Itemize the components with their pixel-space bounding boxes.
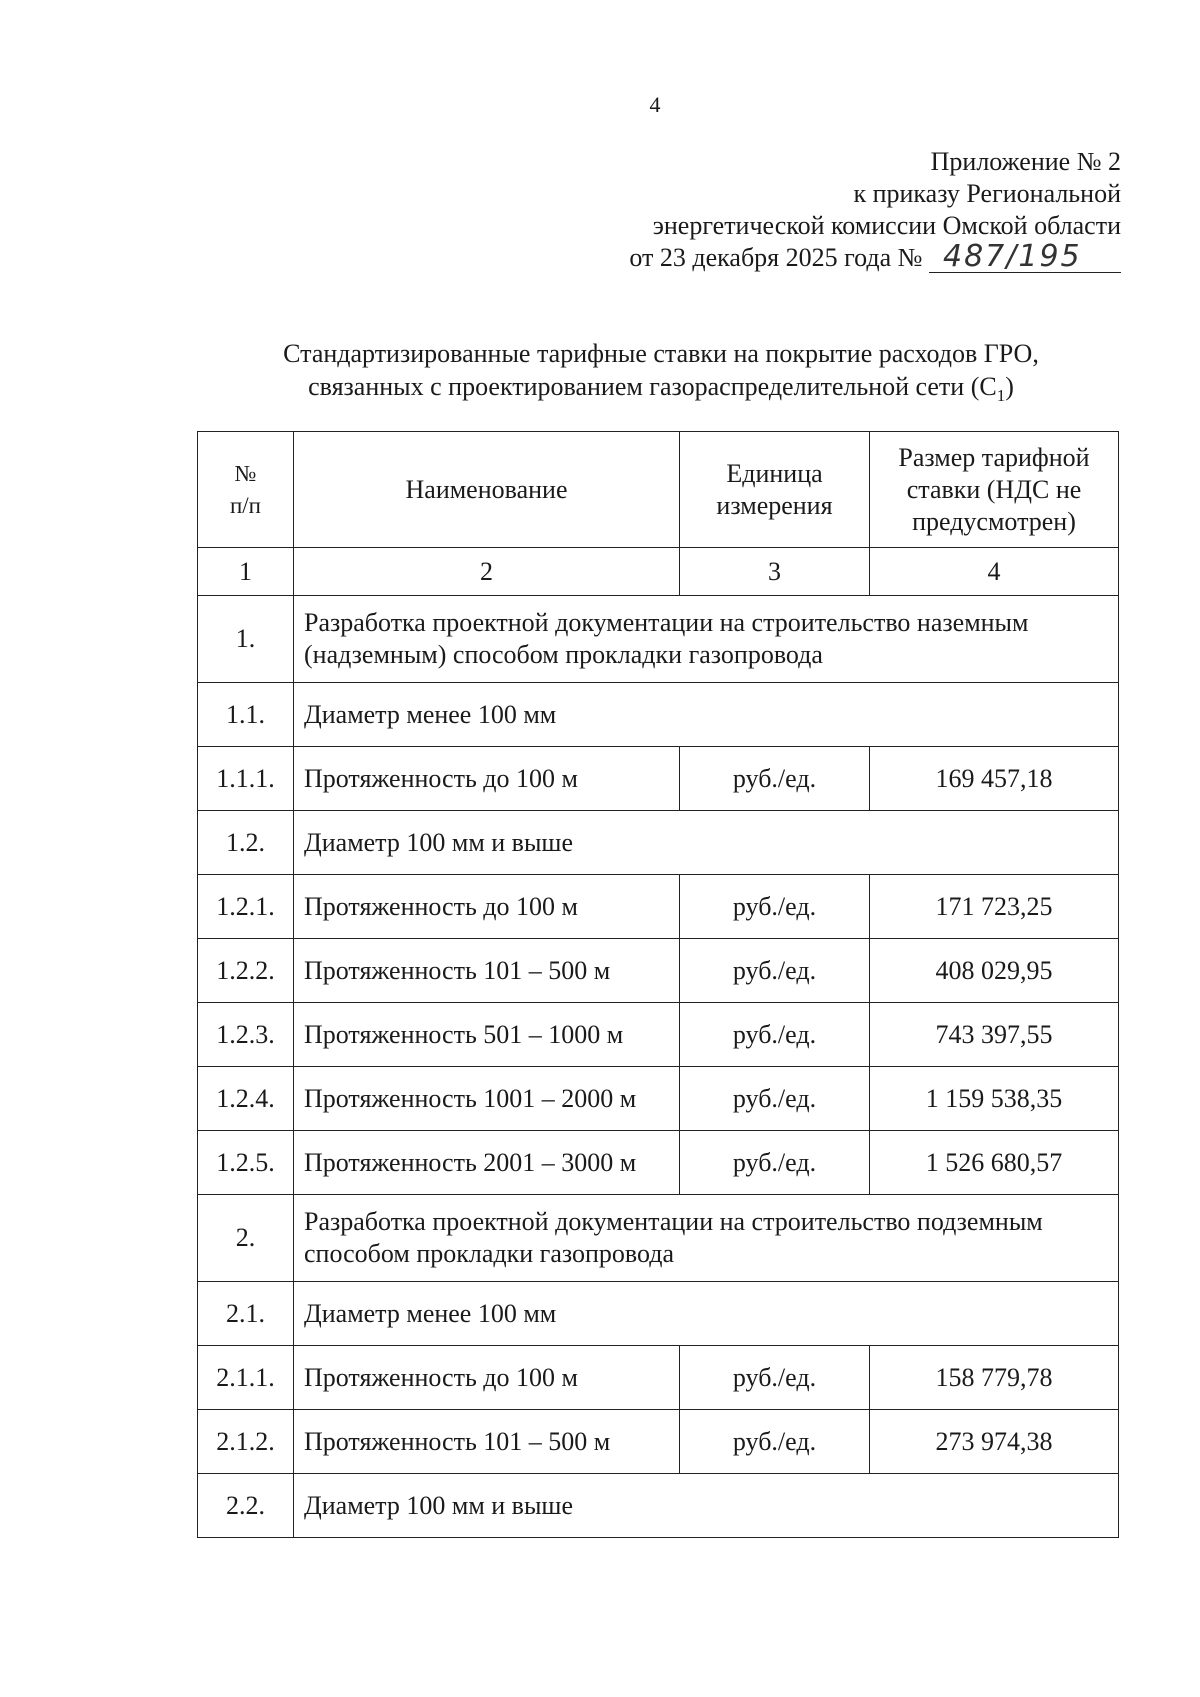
rate-value: 273 974,38 — [870, 1410, 1119, 1474]
title-line-2 — [196, 370, 1126, 412]
table-header-row — [198, 432, 1119, 548]
unit-cell: руб./ед. — [680, 1131, 870, 1195]
table-row — [198, 1410, 1119, 1474]
unit-cell: руб./ед. — [680, 1346, 870, 1410]
row-number: 1.2.2. — [198, 939, 294, 1003]
unit-cell: руб./ед. — [680, 1410, 870, 1474]
rate-value: 169 457,18 — [870, 747, 1119, 811]
section-name: Диаметр менее 100 мм — [294, 1282, 1119, 1346]
row-number: 2. — [198, 1195, 294, 1282]
item-name: Протяженность 101 – 500 м — [294, 1410, 680, 1474]
table-row — [198, 596, 1119, 683]
section-name: Диаметр 100 мм и выше — [294, 1474, 1119, 1538]
table-row — [198, 683, 1119, 747]
table-row — [198, 939, 1119, 1003]
rate-value: 743 397,55 — [870, 1003, 1119, 1067]
section-name: Диаметр менее 100 мм — [294, 683, 1119, 747]
table-row — [198, 1067, 1119, 1131]
table-row — [198, 1282, 1119, 1346]
column-index-row — [198, 548, 1119, 596]
row-number: 1. — [198, 596, 294, 683]
appendix-header — [561, 146, 1121, 274]
header-unit — [680, 432, 870, 548]
header-rate-line-2: ставки (НДС не — [906, 474, 1082, 504]
row-number: 2.1.1. — [198, 1346, 294, 1410]
section-name: Разработка проектной документации на строительство наземным (надземным) способом прокладки газопровода — [294, 596, 1119, 683]
rate-value: 408 029,95 — [870, 939, 1119, 1003]
item-name: Протяженность 1001 – 2000 м — [294, 1067, 680, 1131]
unit-cell: руб./ед. — [680, 939, 870, 1003]
unit-cell: руб./ед. — [680, 747, 870, 811]
section-name: Диаметр 100 мм и выше — [294, 811, 1119, 875]
item-name: Протяженность до 100 м — [294, 1346, 680, 1410]
item-name: Протяженность до 100 м — [294, 747, 680, 811]
title-subscript: 1 — [996, 386, 1006, 406]
column-index: 3 — [680, 548, 870, 596]
row-number: 1.2.5. — [198, 1131, 294, 1195]
header-number — [198, 432, 294, 548]
column-index: 4 — [870, 548, 1119, 596]
header-rate — [870, 432, 1119, 548]
row-number: 2.2. — [198, 1474, 294, 1538]
row-number: 1.1.1. — [198, 747, 294, 811]
item-name: Протяженность 2001 – 3000 м — [294, 1131, 680, 1195]
header-rate-line-1: Размер тарифной — [898, 442, 1090, 472]
appendix-line-3: энергетической комиссии Омской области — [652, 211, 1121, 240]
document-title — [196, 337, 1126, 412]
item-name: Протяженность до 100 м — [294, 875, 680, 939]
handwritten-order-number: 487/195 — [929, 242, 1121, 273]
item-name: Протяженность 101 – 500 м — [294, 939, 680, 1003]
header-number-abbr: п/п — [229, 492, 261, 518]
title-line-2-end: ) — [1005, 372, 1014, 401]
order-line — [561, 239, 1121, 274]
row-number: 1.2.3. — [198, 1003, 294, 1067]
column-index: 2 — [294, 548, 680, 596]
row-number: 1.1. — [198, 683, 294, 747]
title-line-2-text: связанных с проектированием газораспределительной сети (С — [308, 372, 997, 401]
appendix-line-2: к приказу Региональной — [853, 179, 1121, 208]
rate-value: 1 526 680,57 — [870, 1131, 1119, 1195]
row-number: 2.1. — [198, 1282, 294, 1346]
appendix-line-1: Приложение № 2 — [930, 147, 1121, 176]
table-row — [198, 1131, 1119, 1195]
rate-value: 171 723,25 — [870, 875, 1119, 939]
page-number: 4 — [649, 92, 661, 117]
header-rate-line-3: предусмотрен) — [912, 506, 1076, 536]
header-name: Наименование — [294, 432, 680, 548]
row-number: 1.2.4. — [198, 1067, 294, 1131]
unit-cell: руб./ед. — [680, 1003, 870, 1067]
table-row — [198, 811, 1119, 875]
table-row — [198, 875, 1119, 939]
unit-cell: руб./ед. — [680, 875, 870, 939]
header-unit-line-1: Единица — [726, 458, 823, 488]
table-row — [198, 1195, 1119, 1282]
item-name: Протяженность 501 – 1000 м — [294, 1003, 680, 1067]
column-index: 1 — [198, 548, 294, 596]
table-row — [198, 747, 1119, 811]
row-number: 1.2.1. — [198, 875, 294, 939]
title-line-1: Стандартизированные тарифные ставки на покрытие расходов ГРО, — [283, 339, 1039, 368]
row-number: 1.2. — [198, 811, 294, 875]
row-number: 2.1.2. — [198, 1410, 294, 1474]
header-unit-line-2: измерения — [716, 490, 833, 520]
unit-cell: руб./ед. — [680, 1067, 870, 1131]
section-name: Разработка проектной документации на строительство подземным способом прокладки газопровода — [294, 1195, 1119, 1282]
order-date: от 23 декабря 2025 года № — [629, 243, 923, 272]
table-row — [198, 1346, 1119, 1410]
header-number-sign: № — [234, 460, 257, 486]
table-row — [198, 1474, 1119, 1538]
rate-value: 158 779,78 — [870, 1346, 1119, 1410]
rate-value: 1 159 538,35 — [870, 1067, 1119, 1131]
table-row — [198, 1003, 1119, 1067]
tariff-table — [197, 431, 1119, 1538]
